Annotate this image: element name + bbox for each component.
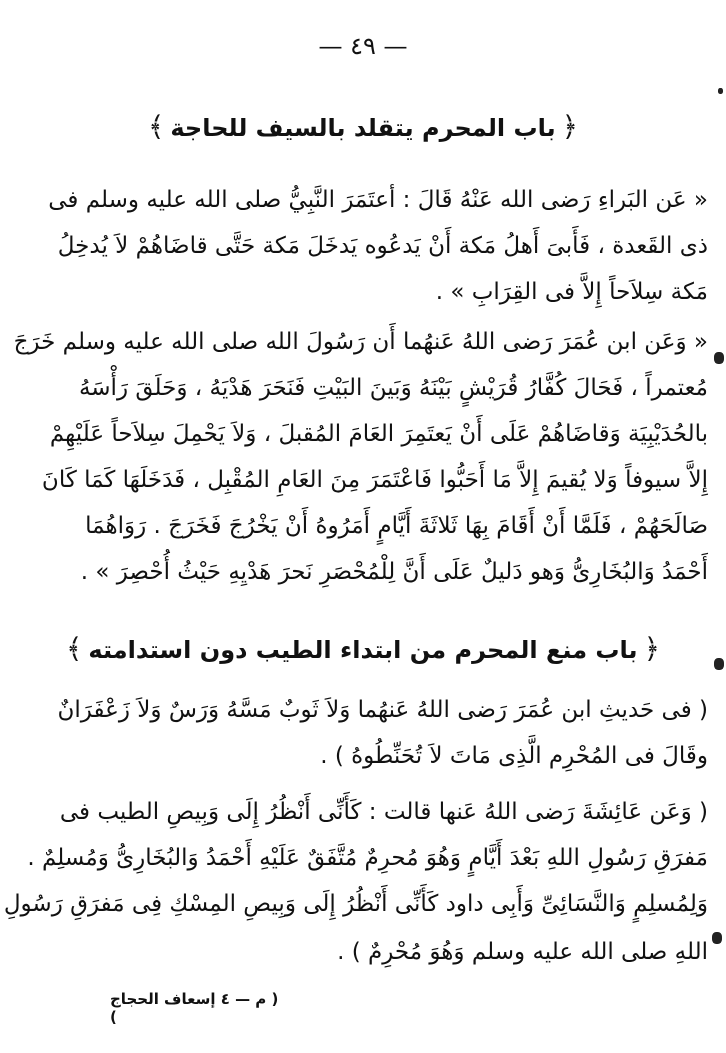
text-line: اللهِ صلى الله عليه وسلم وَهُوَ مُحْرِمٌ ) .: [337, 939, 708, 965]
scan-mark: [714, 658, 724, 670]
text-line: وَلِمُسلِمٍ وَالنَّسَائِىِّ وَأَبِى داود كَأَنِّى أَنْظُرُ إِلَى وَبِيصِ المِسْكِ فِى مَفرَقِ رَسُولِ: [3, 891, 708, 917]
text-line: « وَعَن ابن عُمَرَ رَضى اللهُ عَنهُما أَن رَسُولَ الله صلى الله عليه وسلم خَرَجَ: [13, 329, 708, 355]
scan-mark: [712, 932, 722, 944]
scan-mark: [718, 88, 723, 94]
heading-text: باب المحرم يتقلد بالسيف للحاجة: [170, 114, 556, 142]
section-heading-1: [0, 110, 726, 143]
footer-signature: ( م — ٤ إسعاف الحجاج ): [110, 990, 279, 1026]
text-line: إِلاَّ سيوفاً وَلا يُقيمَ إِلاَّ مَا أَحَبُّوا فَاعْتَمَرَ مِنَ العَامِ المُقْبِل ، فَدَخَلَهَا كَمَا كَانَ: [41, 467, 708, 493]
text-line: صَالَحَهُمْ ، فَلَمَّا أَنْ أَقَامَ بِهَا ثَلاثَةَ أَيَّامٍ أَمَرُوهُ أَنْ يَخْرُجَ فَخَرَجَ . رَوَاهُمَا: [85, 513, 708, 539]
text-line: بالحُدَيْبِيَة وَقاضَاهُمْ عَلَى أَنْ يَعتَمِرَ العَامَ المُقبلَ ، وَلاَ يَحْمِلَ سِلاَحاً عَلَيْهِمْ: [49, 421, 708, 447]
text-line: ذى القَعدة ، فَأَبىَ أَهلُ مَكة أَنْ يَدعُوه يَدخَلَ مَكة حَتَّى قاضَاهُمْ لاَ يُدخِلُ: [57, 233, 708, 259]
text-line: « عَن البَراءِ رَضى الله عَنْهُ قَالَ : أعتَمَرَ النَّبِيُّ صلى الله عليه وسلم فى: [48, 187, 708, 213]
text-line: مَكة سِلاَحاً إِلاَّ فى القِرَابِ » .: [435, 279, 708, 305]
ornate-bracket-left: ﴾: [66, 632, 83, 665]
text-line: مَفرَقِ رَسُولِ اللهِ بَعْدَ أَيَّامٍ وَهُوَ مُحرِمٌ مُتَّفَقٌ عَلَيْهِ أَحْمَدُ وَالبُخَارِىُّ وَمُسلِمٌ .: [27, 845, 708, 871]
heading-text: باب منع المحرم من ابتداء الطيب دون استدامته: [88, 636, 638, 664]
scan-mark: [714, 352, 724, 364]
page-number: — ٤٩ —: [318, 32, 408, 60]
text-line: مُعتمراً ، فَحَالَ كُفَّارُ قُرَيْشٍ بَيْنَهُ وَبَينَ البَيْتِ فَنَحَرَ هَدْيَهُ ، وَحَلَقَ رَأْسَهُ: [78, 375, 708, 401]
ornate-bracket-left: ﴾: [147, 110, 165, 143]
ornate-bracket-right: ﴿: [643, 632, 660, 665]
text-line: ( وَعَن عَائِشَةَ رَضى اللهُ عَنها قالت : كَأَنِّى أَنْظُرُ إِلَى وَبِيصِ الطيب فى: [59, 799, 708, 825]
section-heading-3: [0, 632, 726, 665]
text-line: ( فى حَديثِ ابن عُمَرَ رَضى اللهُ عَنهُما وَلاَ ثَوبٌ مَسَّهُ وَرَسٌ وَلاَ زَعْفَرَانٌ: [57, 697, 708, 723]
text-line: أَحْمَدُ وَالبُخَارِىُّ وَهو دَليلٌ عَلَى أَنَّ لِلْمُحْصَرِ نَحرَ هَدْيِهِ حَيْثُ أُحْصِرَ » .: [80, 559, 708, 585]
text-line: وقَالَ فى المُحْرِم الَّذِى مَاتَ لاَ تُحَنِّطُوهُ ) .: [320, 743, 708, 769]
ornate-bracket-right: ﴿: [561, 110, 579, 143]
